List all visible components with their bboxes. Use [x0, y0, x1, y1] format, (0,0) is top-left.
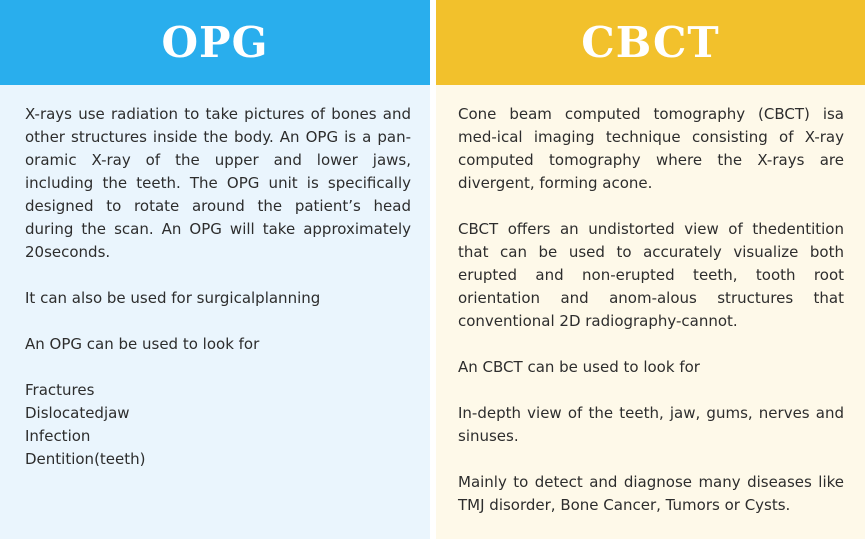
- cbct-paragraph: An CBCT can be used to look for: [458, 358, 700, 376]
- cbct-paragraph: In-depth view of the teeth, jaw, gums, nerves and sinuses.: [458, 404, 844, 445]
- opg-body: [0, 85, 430, 471]
- opg-header: [0, 0, 430, 85]
- cbct-body: [436, 85, 865, 517]
- cbct-paragraph: Cone beam computed tomography (CBCT) isa med-ical imaging technique consisting of X-ray computed tomography where the X-rays are divergent, forming acone.: [458, 105, 844, 192]
- opg-paragraph: X-rays use radiation to take pictures of bones and other structures inside the body. An OPG is a pan-oramic X-ray of the upper and lower jaws, including the teeth. The OPG unit is specifically designed to rotate around the patient’s head during the scan. An OPG will take approximately 20seconds.: [25, 105, 411, 261]
- opg-paragraph: It can also be used for surgicalplanning: [25, 289, 321, 307]
- opg-title: OPG: [161, 18, 269, 67]
- list-item: Fractures: [25, 381, 95, 399]
- cbct-column: [436, 0, 865, 539]
- list-item: Dislocatedjaw: [25, 404, 130, 422]
- list-item: Dentition(teeth): [25, 450, 146, 468]
- cbct-paragraph: Mainly to detect and diagnose many diseases like TMJ disorder, Bone Cancer, Tumors or Cysts.: [458, 473, 844, 514]
- cbct-header: [436, 0, 865, 85]
- opg-column: [0, 0, 430, 539]
- opg-uses-list: [25, 379, 411, 471]
- cbct-title: CBCT: [581, 18, 720, 67]
- cbct-paragraph: CBCT offers an undistorted view of thedentition that can be used to accurately visualize both erupted and non-erupted teeth, tooth root orientation and anom-alous structures that conventional 2D radiography-cannot.: [458, 220, 844, 330]
- list-item: Infection: [25, 427, 91, 445]
- opg-paragraph: An OPG can be used to look for: [25, 335, 260, 353]
